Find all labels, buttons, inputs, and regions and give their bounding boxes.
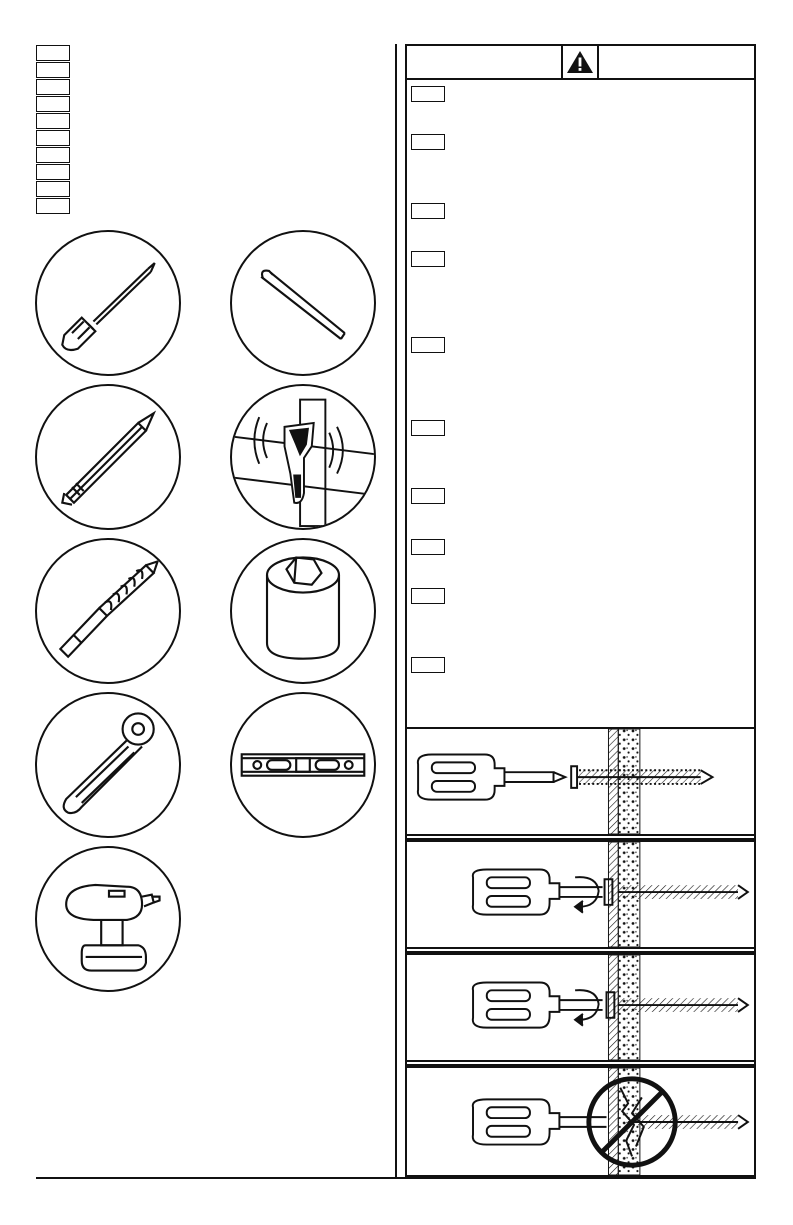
column-divider (395, 44, 397, 1177)
part-label-box (36, 113, 70, 129)
allen-wrench-icon (230, 230, 376, 376)
screw-tighten-clockwise-icon (407, 840, 754, 947)
cordless-drill-icon (35, 846, 181, 992)
part-label-box (36, 164, 70, 180)
warning-panel (405, 44, 756, 1177)
part-label-box (36, 181, 70, 197)
warning-triangle-icon (565, 49, 595, 75)
warning-header (407, 46, 754, 80)
part-label-box (36, 147, 70, 163)
stud-finder-icon (230, 384, 376, 530)
warning-item-box (411, 337, 445, 353)
warning-item-box (411, 539, 445, 555)
warning-item-box (411, 420, 445, 436)
part-label-box (36, 79, 70, 95)
warning-item-box (411, 134, 445, 150)
socket-wrench-icon (35, 692, 181, 838)
warning-item-box (411, 588, 445, 604)
warning-item-box (411, 657, 445, 673)
footer-rule (36, 1177, 756, 1179)
warning-item-box (411, 488, 445, 504)
warning-item-box (411, 86, 445, 102)
warning-item-box (411, 251, 445, 267)
part-label-box (36, 198, 70, 214)
socket-icon (230, 538, 376, 684)
part-label-box (36, 96, 70, 112)
screw-alignment-icon (407, 727, 754, 834)
pencil-icon (35, 384, 181, 530)
part-label-box (36, 130, 70, 146)
phillips-screwdriver-icon (35, 230, 181, 376)
warning-icon-cell (561, 46, 599, 78)
screw-flush-icon (407, 953, 754, 1060)
level-icon (230, 692, 376, 838)
screw-overtighten-prohibited-icon (407, 1066, 754, 1175)
warning-item-box (411, 203, 445, 219)
drill-bit-icon (35, 538, 181, 684)
part-label-box (36, 62, 70, 78)
part-label-box (36, 45, 70, 61)
